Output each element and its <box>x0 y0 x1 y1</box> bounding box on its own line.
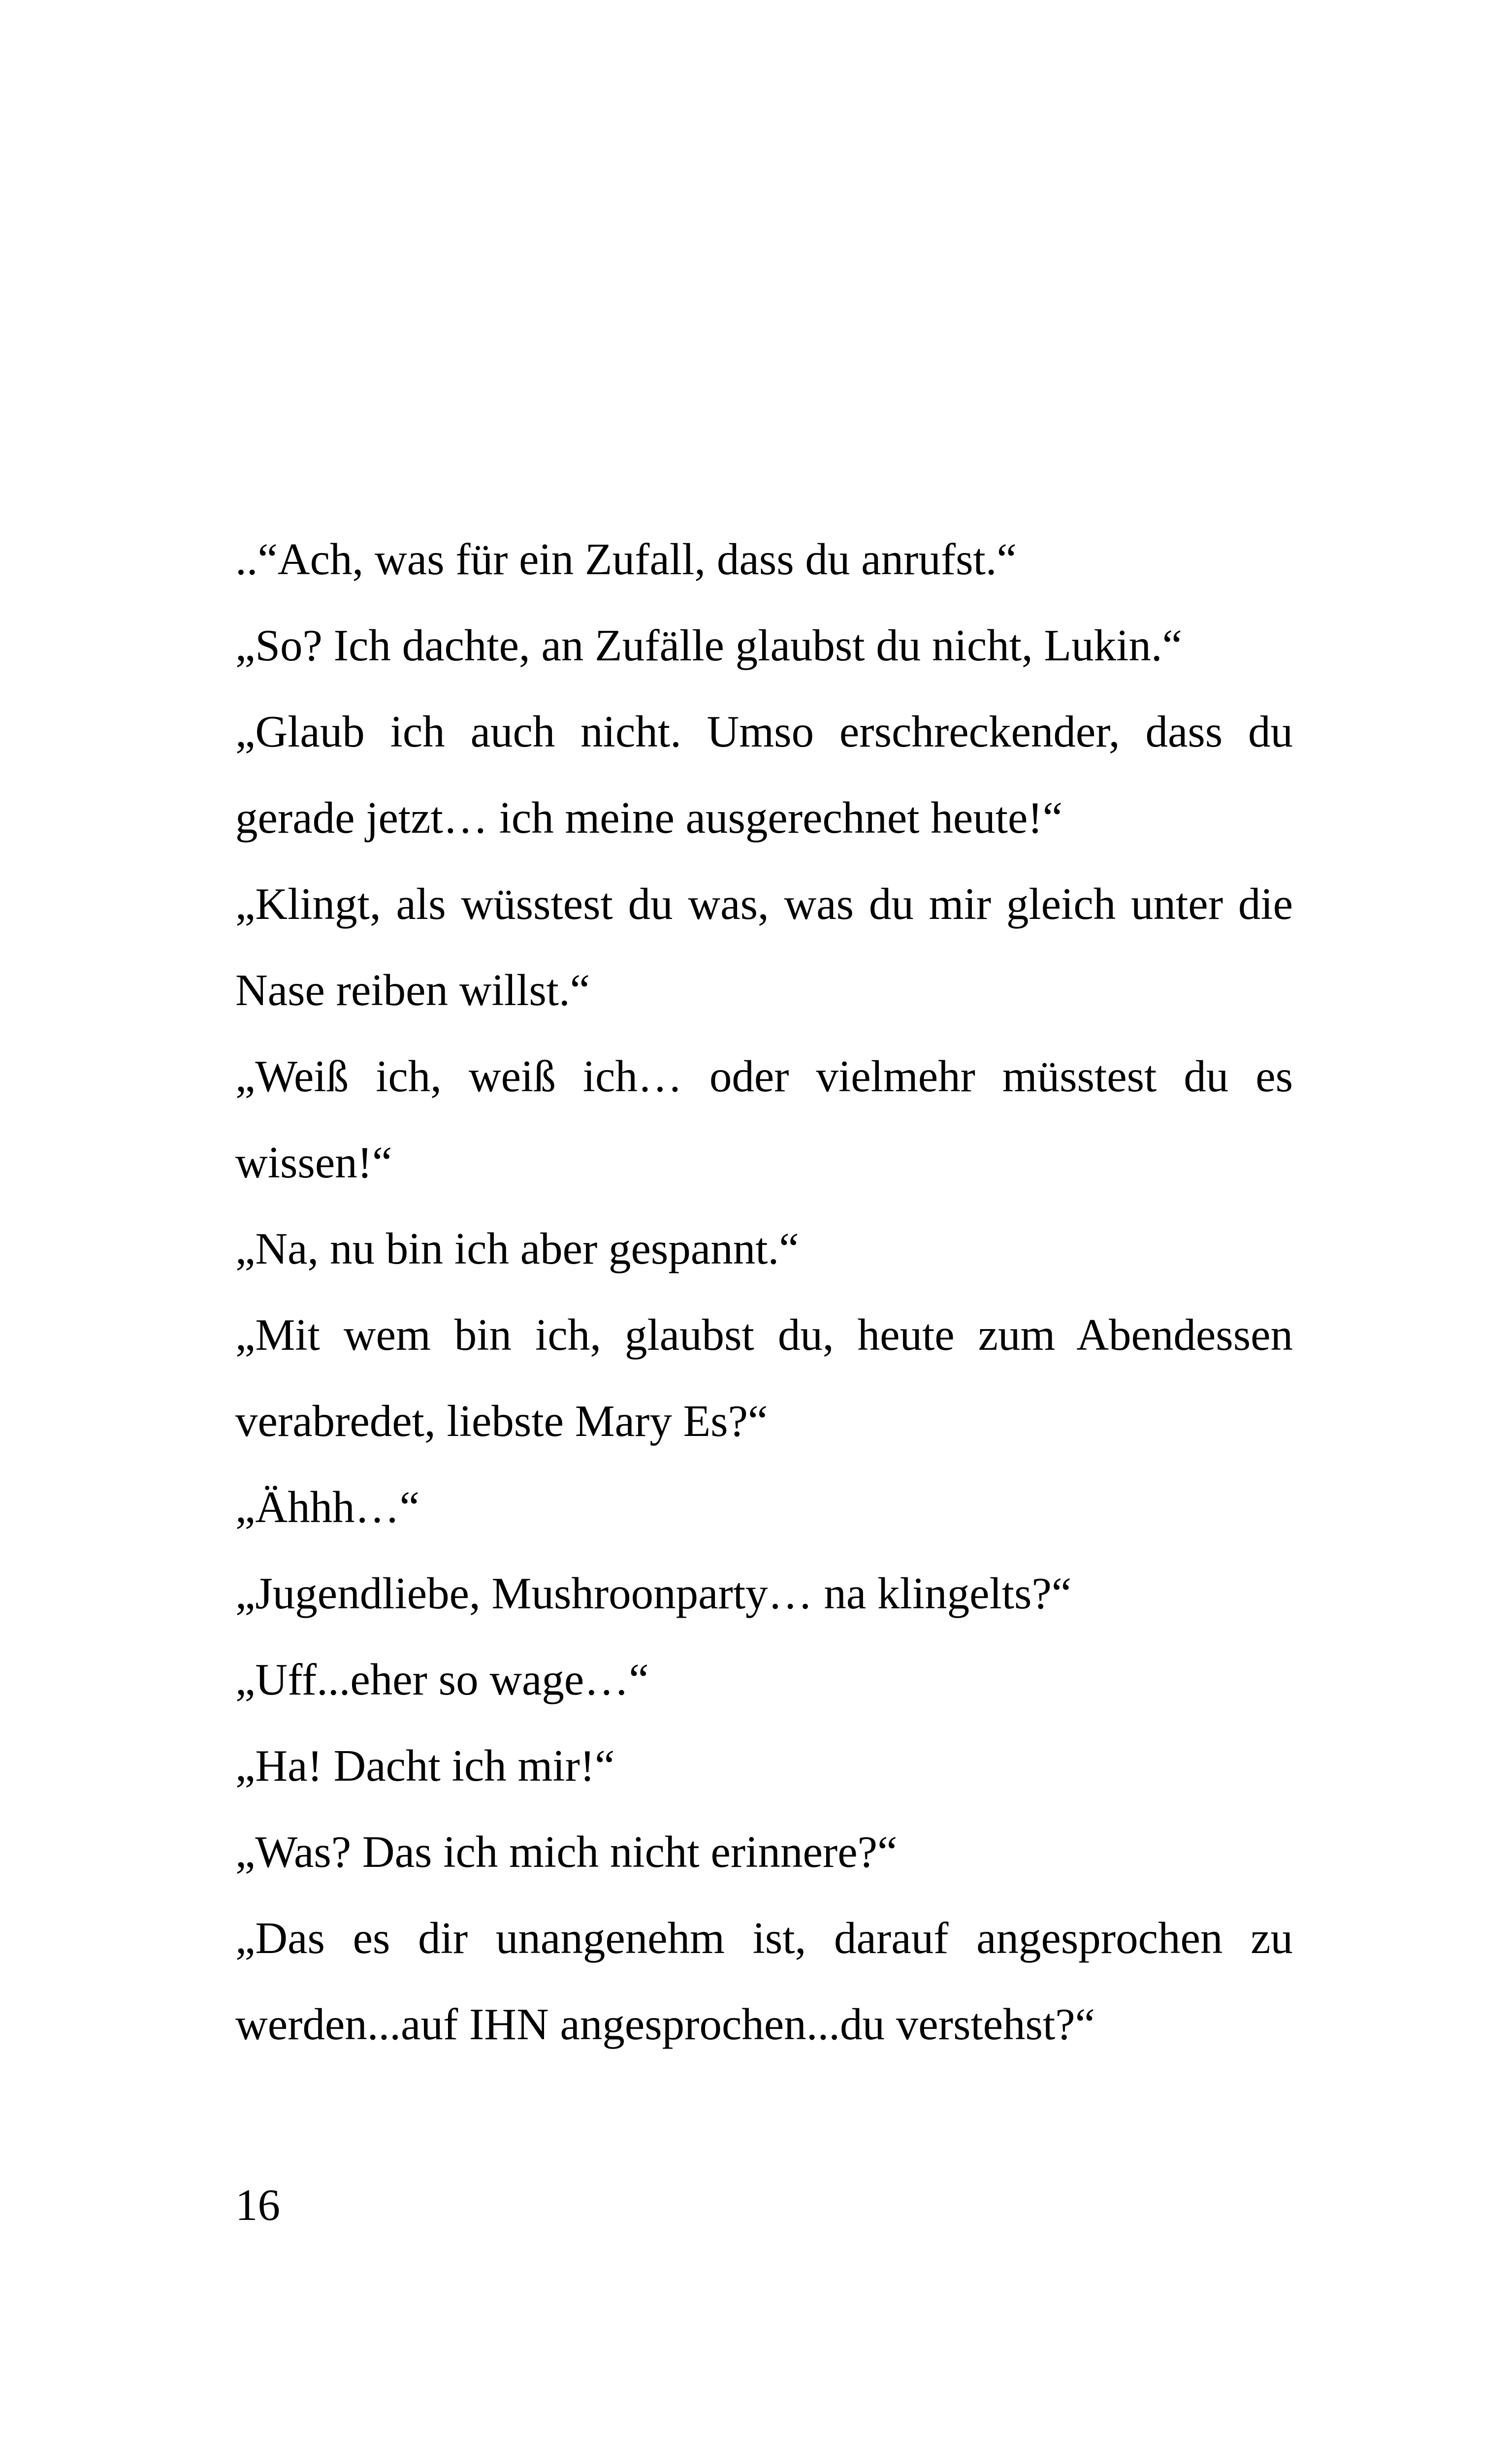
paragraph: „Ha! Dacht ich mir!“ <box>235 1741 615 1791</box>
page-number: 16 <box>235 2180 280 2230</box>
paragraph: „Uff...eher so wage…“ <box>235 1655 649 1704</box>
paragraph: „Na, nu bin ich aber gespannt.“ <box>235 1224 799 1273</box>
paragraph: „Jugendliebe, Mushroonparty… na klingelts?“ <box>235 1568 1072 1618</box>
paragraph: „Das es dir unangenehm ist, darauf angesprochen zu werden...auf IHN angesprochen...du verstehst?“ <box>235 1913 1293 2049</box>
paragraph: „Mit wem bin ich, glaubst du, heute zum Abendessen verabredet, liebste Mary Es?“ <box>235 1310 1293 1446</box>
paragraph: „Klingt, als wüsstest du was, was du mir gleich unter die Nase reiben willst.“ <box>235 879 1293 1015</box>
paragraph: „Ähhh…“ <box>235 1482 419 1532</box>
paragraph: „Glaub ich auch nicht. Umso erschreckender, dass du gerade jetzt… ich meine ausgerechnet heute!“ <box>235 707 1293 843</box>
paragraph: „So? Ich dachte, an Zufälle glaubst du nicht, Lukin.“ <box>235 620 1182 670</box>
body-text <box>235 516 1293 2067</box>
paragraph: ..“Ach, was für ein Zufall, dass du anrufst.“ <box>235 534 1017 584</box>
paragraph: „Weiß ich, weiß ich… oder vielmehr müsstest du es wissen!“ <box>235 1051 1293 1187</box>
paragraph: „Was? Das ich mich nicht erinnere?“ <box>235 1827 898 1877</box>
